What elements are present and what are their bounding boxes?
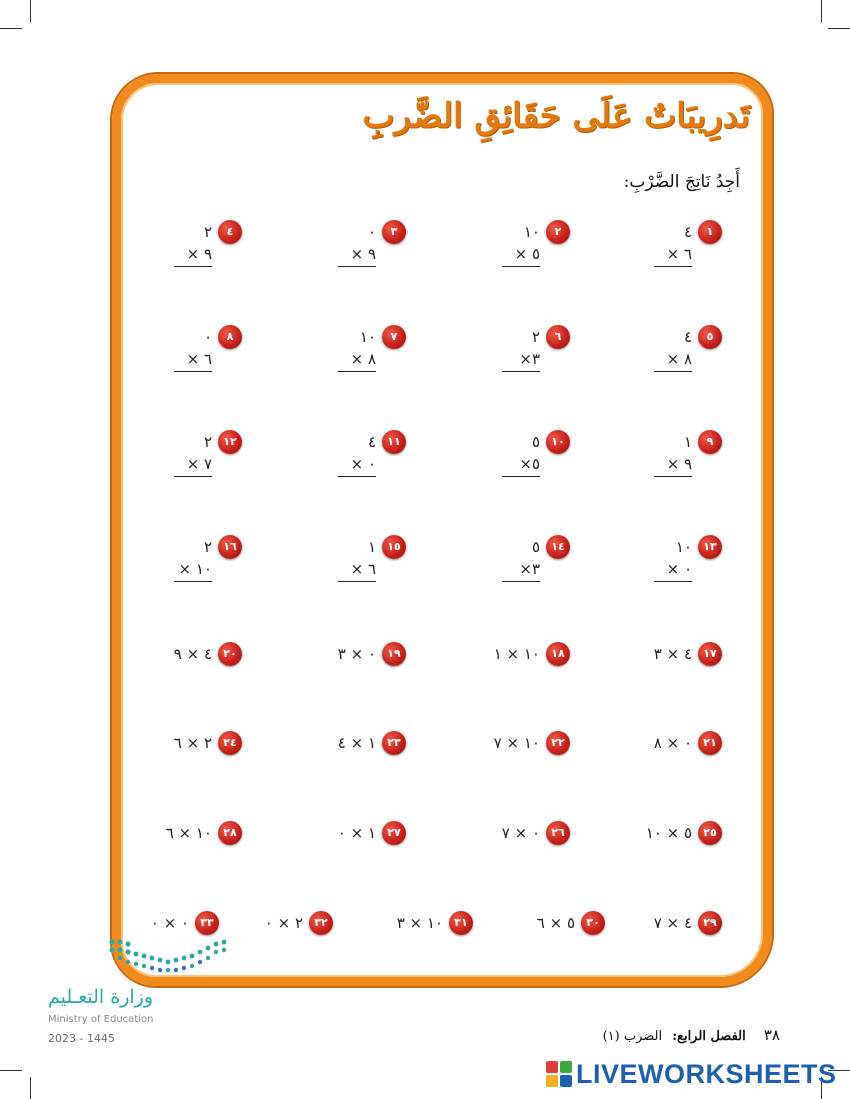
page-title: تَدرِيبَاتٌ عَلَى حَقَائِقِ الضَّربِ [362, 96, 750, 136]
crop-mark [0, 28, 22, 29]
ministry-name-arabic: وزارة التعـليم [48, 986, 154, 1008]
problem-number-badge: ١٢ [218, 430, 242, 454]
problem-number-badge: ٨ [218, 325, 242, 349]
problem-expression: ٠ × ٠ [150, 914, 189, 932]
problem-expression: ٢ × ٦ [173, 734, 212, 752]
problem-number-badge: ١٣ [698, 535, 722, 559]
problem-expression: ١٠ × ٦ [165, 824, 212, 842]
icon-square [560, 1075, 572, 1087]
problem-number-badge: ١٧ [698, 642, 722, 666]
problem-expression: ٠ × ٣ [337, 645, 376, 663]
problem-top-value: ١٠ [359, 328, 376, 346]
problem-number-badge: ١٥ [382, 535, 406, 559]
chapter-title: الضرب (١) [602, 1029, 663, 1044]
problem-expression: ٥ × ٦ [536, 914, 575, 932]
problem-bottom-value: × ٩ [338, 245, 376, 267]
problem-number-badge: ٩ [698, 430, 722, 454]
problem-bottom-value: × ٨ [654, 350, 692, 372]
liveworksheets-icon [546, 1061, 572, 1087]
problem-number-badge: ٢٣ [382, 731, 406, 755]
problem-number-badge: ٢٧ [382, 821, 406, 845]
crop-mark [828, 28, 850, 29]
problem-expression: ٠ × ٨ [653, 734, 692, 752]
problem-bottom-value: × ٠ [338, 455, 376, 477]
problem-expression: ١٠ × ١ [493, 645, 540, 663]
problem-number-badge: ٧ [382, 325, 406, 349]
problem-number-badge: ٦ [546, 325, 570, 349]
icon-square [546, 1061, 558, 1073]
instruction-text: أَجِدُ نَاتِجَ الضَّرْبِ: [623, 172, 740, 192]
problem-number-badge: ٣٠ [581, 911, 605, 935]
liveworksheets-watermark [546, 1058, 837, 1090]
problem-bottom-value: × ٩ [654, 455, 692, 477]
problem-number-badge: ٢٤ [218, 731, 242, 755]
problem-bottom-value: × ٨ [338, 350, 376, 372]
problem-number-badge: ٥ [698, 325, 722, 349]
problem-bottom-value: × ٦ [174, 350, 212, 372]
problem-number-badge: ٣٣ [195, 911, 219, 935]
problem-top-value: ٠ [203, 328, 212, 346]
problem-expression: ٢ × ٠ [264, 914, 303, 932]
problem-number-badge: ٢٩ [698, 911, 722, 935]
problem-top-value: ٠ [367, 223, 376, 241]
problem-number-badge: ١٤ [546, 535, 570, 559]
crop-mark [30, 0, 31, 22]
problem-number-badge: ٢ [546, 220, 570, 244]
problem-number-badge: ١٠ [546, 430, 570, 454]
problem-bottom-value: × ٦ [654, 245, 692, 267]
problem-top-value: ٤ [683, 328, 692, 346]
problem-bottom-value: × ٥ [502, 245, 540, 267]
problem-top-value: ٢ [531, 328, 540, 346]
problem-top-value: ٥ [531, 433, 540, 451]
problem-number-badge: ٣ [382, 220, 406, 244]
problem-top-value: ٤ [367, 433, 376, 451]
problem-expression: ٥ × ١٠ [645, 824, 692, 842]
worksheet-frame [112, 74, 772, 986]
problem-bottom-value: × ٦ [338, 560, 376, 582]
problem-number-badge: ١ [698, 220, 722, 244]
problem-top-value: ١ [683, 433, 692, 451]
problem-bottom-value: ×٣ [502, 350, 540, 372]
chapter-label: الفصل الرابع: [672, 1029, 746, 1044]
problem-top-value: ٢ [203, 433, 212, 451]
problem-expression: ٠ × ٧ [501, 824, 540, 842]
problem-top-value: ١٠ [523, 223, 540, 241]
problem-expression: ١ × ٠ [337, 824, 376, 842]
problem-number-badge: ٣١ [449, 911, 473, 935]
problem-number-badge: ١١ [382, 430, 406, 454]
icon-square [560, 1061, 572, 1073]
problem-bottom-value: × ٩ [174, 245, 212, 267]
problem-top-value: ١ [367, 538, 376, 556]
problem-expression: ٤ × ٣ [653, 645, 692, 663]
problem-top-value: ١٠ [675, 538, 692, 556]
problem-bottom-value: × ٠ [654, 560, 692, 582]
problem-number-badge: ٣٢ [309, 911, 333, 935]
problem-bottom-value: × ١٠ [174, 560, 212, 582]
problem-number-badge: ٢٦ [546, 821, 570, 845]
problem-number-badge: ٢٠ [218, 642, 242, 666]
problem-expression: ١٠ × ٣ [396, 914, 443, 932]
problem-number-badge: ١٨ [546, 642, 570, 666]
crop-mark [821, 0, 822, 22]
problem-top-value: ٤ [683, 223, 692, 241]
problem-number-badge: ٤ [218, 220, 242, 244]
ministry-logo-mark [106, 936, 230, 976]
problem-expression: ١ × ٤ [337, 734, 376, 752]
problem-bottom-value: ×٣ [502, 560, 540, 582]
ministry-name-english: Ministry of Education [48, 1014, 154, 1025]
problem-number-badge: ٢٥ [698, 821, 722, 845]
problem-number-badge: ١٦ [218, 535, 242, 559]
icon-square [546, 1075, 558, 1087]
problem-expression: ٤ × ٧ [653, 914, 692, 932]
problem-expression: ١٠ × ٧ [493, 734, 540, 752]
problem-number-badge: ٢٢ [546, 731, 570, 755]
problem-bottom-value: × ٧ [174, 455, 212, 477]
problem-top-value: ٢ [203, 538, 212, 556]
problem-number-badge: ٢١ [698, 731, 722, 755]
problem-number-badge: ١٩ [382, 642, 406, 666]
problem-top-value: ٢ [203, 223, 212, 241]
problem-number-badge: ٢٨ [218, 821, 242, 845]
liveworksheets-text: LIVEWORKSHEETS [576, 1058, 837, 1089]
edition-year: 2023 - 1445 [48, 1032, 115, 1045]
crop-mark [30, 1077, 31, 1099]
problem-top-value: ٥ [531, 538, 540, 556]
page-number: ٣٨ [763, 1026, 780, 1044]
problem-bottom-value: ×٥ [502, 455, 540, 477]
page-footer [603, 1026, 780, 1044]
problem-expression: ٤ × ٩ [173, 645, 212, 663]
crop-mark [0, 1070, 22, 1071]
